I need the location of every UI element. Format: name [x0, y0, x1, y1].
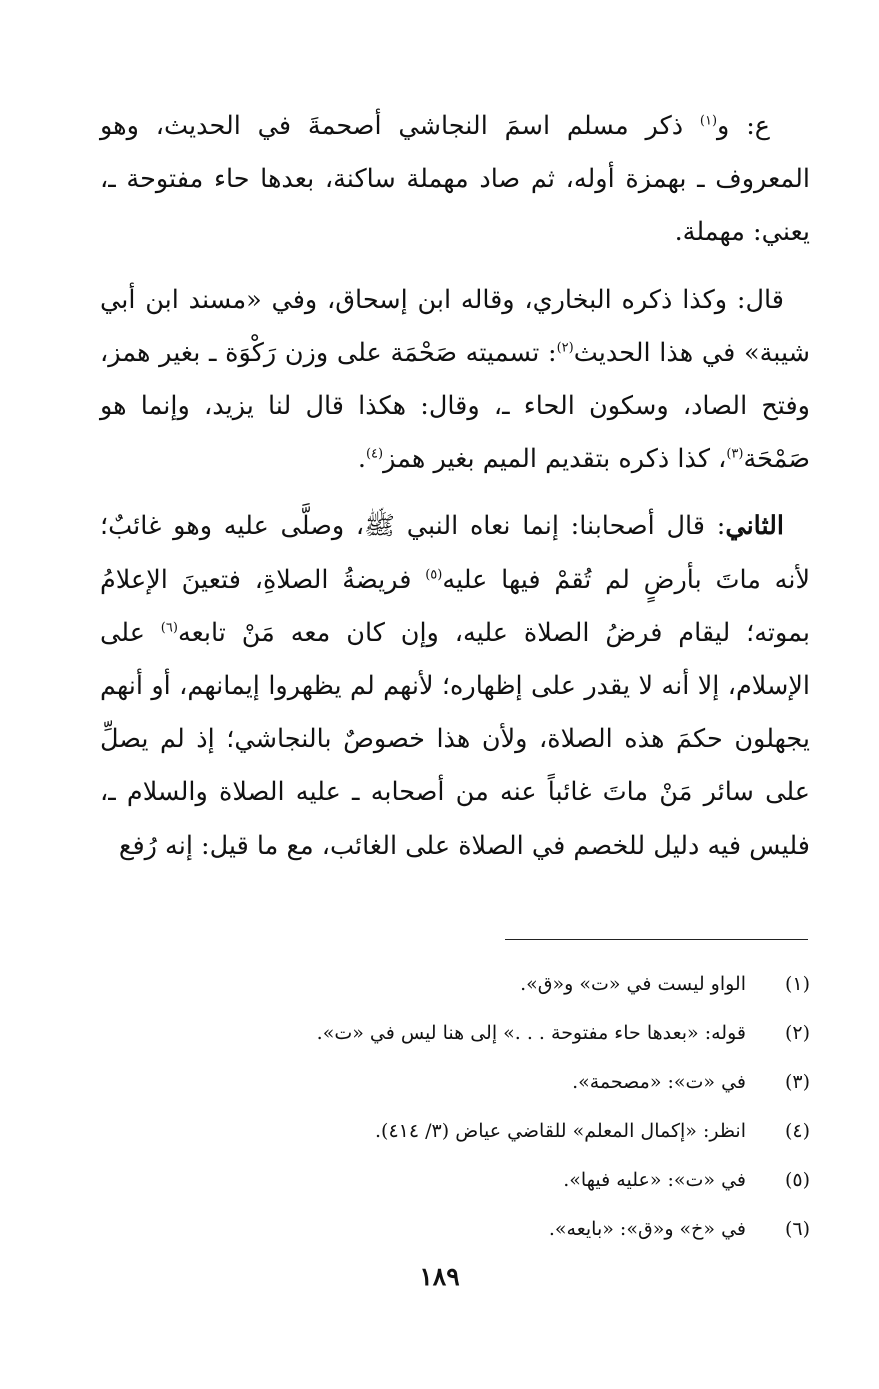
- footnote-2: [100, 1009, 810, 1058]
- footnote-4: [100, 1107, 810, 1156]
- paragraph-1-text-rest: ذكر مسلم اسمَ النجاشي أصحمةَ في الحديث، وهو المعروف ـ بهمزة أوله، ثم صاد مهملة ساكنة، بعدها حاء مفتوحة ـ، يعني: مهملة.: [100, 111, 810, 248]
- paragraph-1: [100, 100, 810, 260]
- footnote-text: في «ت»: «عليه فيها».: [563, 1169, 746, 1191]
- footnote-ref-6[interactable]: (٦): [160, 620, 178, 636]
- footnote-text: في «ت»: «مصحمة».: [572, 1071, 746, 1093]
- footnote-6: [100, 1205, 810, 1254]
- footnote-number: (٥): [784, 1169, 810, 1191]
- footnotes: [100, 960, 810, 1254]
- paragraph-1-text: ع: و: [717, 111, 770, 141]
- paragraph-2-text-middle2: ، كذا ذكره بتقديم الميم بغير همز: [383, 444, 727, 475]
- paragraph-2-text-end: .: [357, 444, 366, 475]
- paragraph-3-text: : قال أصحابنا: إنما نعاه النبي ﷺ، وصلَّى عليه وهو غائبٌ؛ لأنه ماتَ بأرضٍ لم تُقمْ فيها عليه: [100, 511, 810, 595]
- footnote-number: (٦): [784, 1218, 810, 1240]
- paragraph-2: [100, 274, 810, 487]
- paragraph-3-text-middle: فريضةُ الصلاةِ، فتعينَ الإعلامُ بموته؛ ليقام فرضُ الصلاة عليه، وإن كان معه مَنْ تابعه: [100, 564, 810, 648]
- footnote-text: الواو ليست في «ت» و«ق».: [520, 973, 746, 995]
- footnote-text: قوله: «بعدها حاء مفتوحة . . .» إلى هنا ليس في «ت».: [316, 1022, 746, 1044]
- page-number: ١٨٩: [419, 1262, 460, 1291]
- paragraph-3: [100, 500, 810, 872]
- footnote-ref-3[interactable]: (٣): [726, 446, 744, 462]
- footnote-1: [100, 960, 810, 1009]
- footnote-ref-1[interactable]: (١): [699, 113, 718, 129]
- footnote-number: (١): [784, 973, 810, 995]
- main-text: [100, 100, 810, 887]
- footnote-text: في «خ» و«ق»: «بايعه».: [548, 1218, 746, 1240]
- paragraph-3-text-rest: على الإسلام، إلا أنه لا يقدر على إظهاره؛ لأنهم لم يظهروا إيمانهم، أو أنهم يجهلون حكمَ هذه الصلاة، ولأن هذا خصوصٌ بالنجاشي؛ إذ لم يصلِّ على سائر مَنْ ماتَ غائباً عنه من أصحابه ـ عليه الصلاة والسلام ـ، فليس فيه دليل للخصم في الصلاة على الغائب، مع ما قيل: إنه رُفع: [100, 617, 810, 861]
- footnote-ref-2[interactable]: (٢): [556, 340, 574, 356]
- footnote-ref-5[interactable]: (٥): [425, 567, 443, 583]
- footnote-number: (٣): [784, 1071, 810, 1093]
- paragraph-2-text: قال: وكذا ذكره البخاري، وقاله ابن إسحاق، وفي «مسند ابن أبي شيبة» في هذا الحديث: [100, 284, 810, 368]
- paragraph-2-text-middle: : تسميته صَحْمَة على وزن رَكْوَة ـ بغير همز، وفتح الصاد، وسكون الحاء ـ، وقال: هكذا قال لنا يزيد، وإنما هو صَمْحَة: [100, 337, 810, 475]
- footnote-5: [100, 1156, 810, 1205]
- section-lead-word: الثاني: [725, 511, 784, 542]
- footnote-number: (٢): [784, 1022, 810, 1044]
- footnote-number: (٤): [784, 1120, 810, 1142]
- footnote-3: [100, 1058, 810, 1107]
- footnote-text: انظر: «إكمال المعلم» للقاضي عياض (٣/ ٤١٤).: [375, 1120, 746, 1142]
- footnote-divider: [505, 939, 808, 940]
- footnote-ref-4[interactable]: (٤): [365, 446, 384, 462]
